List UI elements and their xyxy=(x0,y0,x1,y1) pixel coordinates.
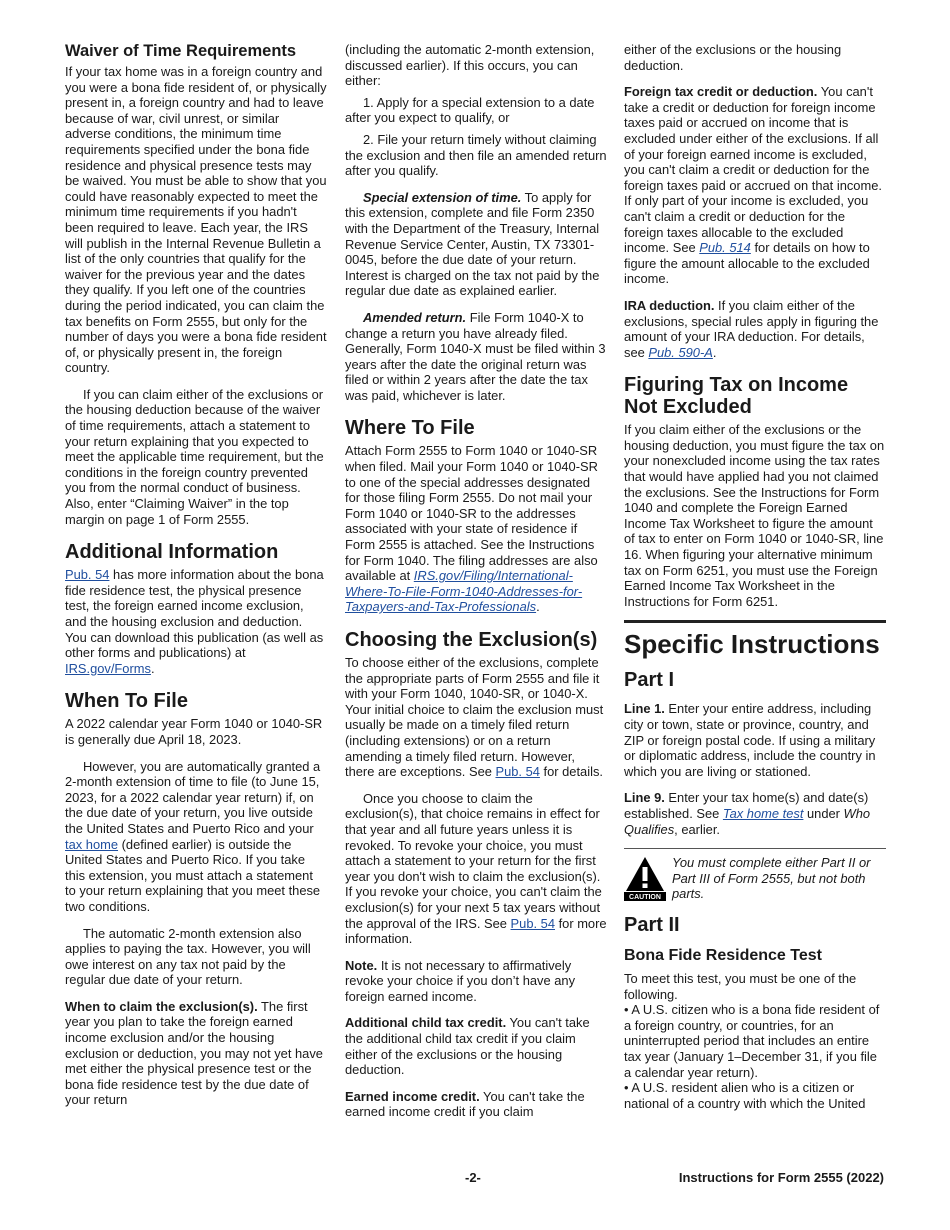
footer-title: Instructions for Form 2555 (2022) xyxy=(678,1170,884,1185)
caution-box xyxy=(624,848,886,902)
choosing-paragraph-2: Once you choose to claim the exclusion(s), that choice remains in effect for that year and all future years unless it is revoked. To revoke your choice, you must attach a statement to your return for the first year you don't wish to claim the exclusion(s). If you revoke your choice, you can't claim the exclusion(s) for your next 5 tax years without the approval of the IRS. See Pub. 54 for more information. xyxy=(345,790,607,947)
caution-text: You must complete either Part II or Part III of Form 2555, but not both parts. xyxy=(672,855,871,902)
option-item-2: 2. File your return timely without claiming the exclusion and then file an amended return after you qualify. xyxy=(345,131,607,179)
continued-paragraph: either of the exclusions or the housing deduction. xyxy=(624,42,842,73)
tax-home-link[interactable]: tax home xyxy=(65,836,119,852)
where-to-file-paragraph: Attach Form 2555 to Form 1040 or 1040-SR when filed. Mail your Form 1040 or 1040-SR to one of the special addresses designated for those filing Form 2555. Do not mail your Form 1040 or 1040-SR to the addresses associated with your state of residence if Form 2555 is attached. See the Instructions for Form 1040. The filing addresses are also available at IRS.gov/Filing/International-Where-To-File-Form-1040-Addresses-for-Taxpayers-and-Tax-Professionals. xyxy=(345,443,598,615)
line-1-paragraph: Line 1. Enter your entire address, including city or town, state or province, country, and ZIP or foreign postal code. If using a military or diplomatic address, include the country in which you are living or stationed. xyxy=(624,701,876,779)
part-2-heading: Part II xyxy=(624,913,680,936)
choosing-paragraph-1: To choose either of the exclusions, complete the appropriate parts of Form 2555 and file it with your Form 1040, 1040-SR, or 1040-X. Your initial choice to claim the exclusion must usually be made on a timely filed return (including extensions) or on a return amending a timely filed return. However, there are exceptions. See Pub. 54 for details. xyxy=(345,655,604,780)
bona-fide-heading: Bona Fide Residence Test xyxy=(624,946,822,964)
additional-info-paragraph: Pub. 54 has more information about the bona fide residence test, the physical presence test, the foreign earned income exclusion, and the housing exclusion and deduction. You can download this publication (as well as other forms and publications) at IRS.gov/Forms. xyxy=(65,567,324,676)
continued-paragraph: (including the automatic 2-month extension, discussed earlier). If this occurs, you can either: xyxy=(345,42,595,89)
pub-54-link[interactable]: Pub. 54 xyxy=(510,915,555,931)
column-3 xyxy=(624,42,886,1111)
specific-instructions-heading: Specific Instructions xyxy=(624,620,886,659)
waiver-heading: Waiver of Time Requirements xyxy=(65,42,297,60)
earned-income-credit-paragraph: Earned income credit. You can't take the earned income credit if you claim xyxy=(345,1088,585,1120)
caution-label: CAUTION xyxy=(629,894,661,902)
list-item: • A U.S. citizen who is a bona fide resident of a foreign country, or countries, for an uninterrupted period that includes an entire tax year (January 1–December 31, if you file a calendar year return). xyxy=(624,1002,880,1080)
pub-514-link[interactable]: Pub. 514 xyxy=(699,240,751,256)
when-paragraph-2: However, you are automatically granted a 2-month extension of time to file (to June 15, 2023, for a 2022 calendar year return) if, on the due date of your return, you live outside the United States and Puerto Rico and your tax home (defined earlier) is outside the United States and Puerto Rico. If you take this extension, you must attach a statement to your return explaining that you meet these two conditions. xyxy=(65,758,321,914)
option-item-1: 1. Apply for a special extension to a date after you expect to qualify, or xyxy=(345,94,595,126)
when-paragraph-3: The automatic 2-month extension also applies to paying the tax. However, you will owe interest on any tax not paid by the regular due date of your return. xyxy=(65,925,311,988)
special-extension-paragraph: Special extension of time. To apply for this extension, complete and file Form 2350 with the Department of the Treasury, Internal Revenue Service Center, Austin, TX 73301-0045, before the due date of your return. Interest is charged on the tax not paid by the regular due date as explained earlier. xyxy=(345,189,600,299)
irs-forms-link[interactable]: IRS.gov/Forms xyxy=(65,660,151,676)
foreign-tax-credit-paragraph: Foreign tax credit or deduction. You can't take a credit or deduction for foreign income taxes paid or accrued on income that is excluded under either of the exclusions. If all of your foreign earned income is excluded, you can't claim a credit or deduction for the foreign taxes paid or accrued on that income. If only part of your income is excluded, you can't claim a credit or deduction for the foreign taxes allocable to the excluded income. See Pub. 514 for details on how to figure the amount allocable to the excluded income. xyxy=(624,84,882,287)
pub-54-link[interactable]: Pub. 54 xyxy=(495,764,540,780)
additional-info-heading: Additional Information xyxy=(65,541,279,564)
bona-fide-intro: To meet this test, you must be one of the following. xyxy=(624,970,857,1002)
claim-exclusion-paragraph: When to claim the exclusion(s). The first year you plan to take the foreign earned income exclusion and/or the housing exclusion or deduction, you may not yet have met either the physical presence test or the bona fide residence test by the due date of your return xyxy=(65,998,323,1108)
waiver-paragraph-1: If your tax home was in a foreign country and you were a bona fide resident of, or physically present in, a foreign country and had to leave because of war, civil unrest, or similar adverse conditions, the minimum time requirements specified under the bona fide residence and physical presence tests may be waived. You must be able to show that you could have reasonably expected to meet the minimum time requirements if you hadn't been required to leave. Each year, the IRS will publish in the Internal Revenue Bulletin a list of the only countries that qualify for the waiver for the previous year and the dates they qualify. If you left one of the countries during the period indicated, you can claim the tax benefits on Form 2555, but only for the number of days you were a bona fide resident of, or physically present in, the foreign country. xyxy=(65,64,327,376)
caution-icon xyxy=(624,855,666,901)
column-2 xyxy=(345,42,607,1131)
amended-return-paragraph: Amended return. File Form 1040-X to change a return you have already filed. Generally, Form 1040-X must be filed within 3 years after the date the original return was filed or within 2 years after the date the tax was paid, whichever is later. xyxy=(345,309,606,403)
waiver-paragraph-2: If you can claim either of the exclusions or the housing deduction because of the waiver of time requirements, attach a statement to your return explaining that you expected to meet the applicable time requirement, but the conditions in the foreign country prevented you from the normal conduct of business. Also, enter “Claiming Waiver” in the top margin on page 1 of Form 2555. xyxy=(65,386,324,527)
line-9-paragraph: Line 9. Enter your tax home(s) and date(s) established. See Tax home test under Who Qualifies, earlier. xyxy=(624,790,871,837)
list-item: • A U.S. resident alien who is a citizen or national of a country with which the United xyxy=(624,1080,866,1111)
pub-54-link[interactable]: Pub. 54 xyxy=(65,567,110,583)
where-to-file-heading: Where To File xyxy=(345,417,475,440)
child-tax-credit-paragraph: Additional child tax credit. You can't take the additional child tax credit if you claim either of the exclusions or the housing deduction. xyxy=(345,1015,590,1078)
figuring-tax-heading: Figuring Tax on Income Not Excluded xyxy=(624,374,849,419)
when-to-file-heading: When To File xyxy=(65,690,188,713)
page-number: -2- xyxy=(465,1170,481,1185)
when-paragraph-1: A 2022 calendar year Form 1040 or 1040-SR is generally due April 18, 2023. xyxy=(65,716,323,747)
filing-addresses-link[interactable]: IRS.gov/Filing/International-Where-To-File-Form-1040-Addresses-for-Taxpayers-and-Tax-Professionals xyxy=(345,568,583,615)
column-1 xyxy=(65,42,327,1119)
tax-home-test-link[interactable]: Tax home test xyxy=(722,805,804,821)
choosing-exclusion-heading: Choosing the Exclusion(s) xyxy=(345,629,598,651)
note-paragraph: Note. It is not necessary to affirmatively revoke your choice if you don’t have any foreign earned income. xyxy=(345,957,576,1004)
ira-deduction-paragraph: IRA deduction. If you claim either of the exclusions, special rules apply in figuring the amount of your IRA deduction. For details, see Pub. 590-A. xyxy=(624,297,879,360)
pub-590a-link[interactable]: Pub. 590-A xyxy=(648,344,713,360)
part-1-heading: Part I xyxy=(624,669,675,692)
figuring-tax-paragraph: If you claim either of the exclusions or the housing deduction, you must figure the tax on your nonexcluded income using the tax rates that would have applied had you not claimed the exclusions. See the Instructions for Form 1040 and complete the Foreign Earned Income Tax Worksheet to figure the amount of tax to enter on Form 1040 or 1040-SR, line 16. When figuring your alternative minimum tax on Form 6251, you must use the Foreign Earned Income Tax Worksheet in the Instructions for Form 6251. xyxy=(624,422,885,609)
